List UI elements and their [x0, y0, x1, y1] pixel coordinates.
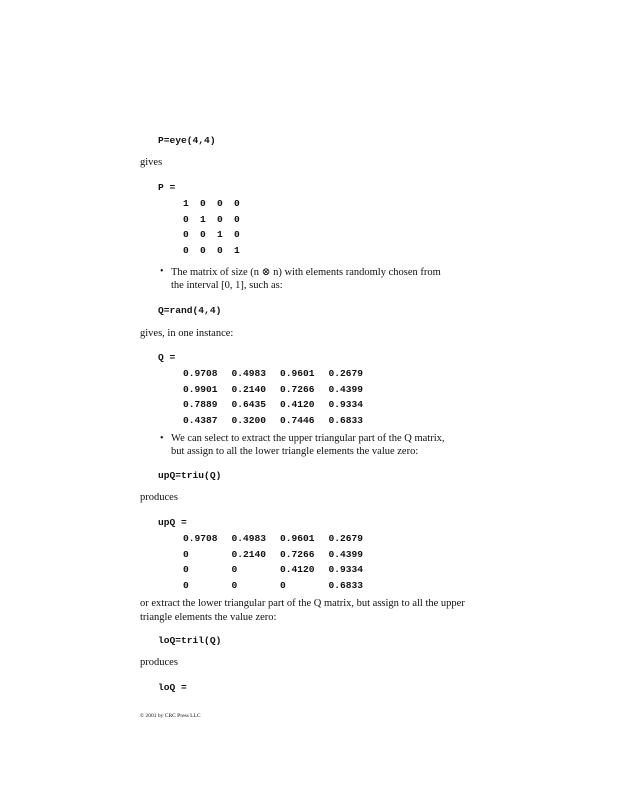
matrix-cell: 0.7266 — [280, 383, 315, 395]
text-gives: gives — [140, 157, 163, 168]
label-upq: upQ = — [158, 517, 187, 528]
matrix-cell: 0.9334 — [328, 399, 364, 410]
matrix-cell: 0.9601 — [280, 368, 315, 379]
matrix-row — [183, 564, 377, 576]
matrix-row — [183, 415, 377, 427]
matrix-cell: 0.4399 — [328, 548, 364, 560]
matrix-row — [183, 384, 377, 396]
bullet-1-line-1 — [171, 266, 441, 278]
label-q: Q = — [158, 352, 176, 363]
matrix-row — [183, 245, 251, 257]
matrix-cell: 0 — [183, 244, 189, 256]
matrix-row — [183, 229, 251, 241]
code-tril: loQ=tril(Q) — [158, 635, 222, 646]
matrix-cell: 0.2679 — [328, 368, 364, 379]
para-lower-line-2: triangle elements the value zero: — [140, 612, 277, 623]
matrix-row — [183, 399, 377, 411]
bullet-1-line-2: the interval [0, 1], such as: — [171, 280, 283, 291]
bullet-2-line-2: but assign to all the lower triangle elements the value zero: — [171, 446, 419, 457]
matrix-cell: 0.9901 — [183, 383, 218, 395]
matrix-cell: 0 — [183, 564, 189, 575]
matrix-cell: 0 — [280, 579, 286, 591]
matrix-cell: 0 — [217, 244, 223, 256]
matrix-cell: 0.4983 — [231, 368, 267, 379]
matrix-cell: 0.9334 — [328, 564, 364, 575]
matrix-cell: 0 — [183, 548, 189, 560]
matrix-cell: 0.3200 — [231, 414, 267, 426]
matrix-row — [183, 368, 377, 380]
matrix-cell: 0 — [200, 198, 206, 209]
bullet-dot: • — [160, 433, 164, 444]
matrix-cell: 0.6833 — [328, 414, 364, 426]
label-p: P = — [158, 182, 176, 193]
matrix-cell: 0 — [234, 198, 240, 209]
code-eye: P=eye(4,4) — [158, 135, 216, 146]
matrix-cell: 0.7889 — [183, 399, 218, 410]
text-produces: produces — [140, 657, 178, 668]
matrix-cell: 0.4120 — [280, 564, 315, 575]
matrix-cell: 0.9601 — [280, 533, 315, 544]
matrix-cell: 0 — [200, 244, 206, 256]
matrix-cell: 0.4983 — [231, 533, 267, 544]
matrix-cell: 0.6833 — [328, 579, 364, 591]
matrix-cell: 0.7266 — [280, 548, 315, 560]
matrix-cell: 0 — [183, 229, 189, 240]
matrix-cell: 0.9708 — [183, 533, 218, 544]
matrix-cell: 1 — [217, 229, 223, 240]
code-rand: Q=rand(4,4) — [158, 305, 222, 316]
matrix-row — [183, 580, 377, 592]
matrix-cell: 0.6435 — [231, 399, 267, 410]
text-produces: produces — [140, 492, 178, 503]
matrix-cell: 0 — [231, 564, 238, 575]
matrix-row — [183, 198, 251, 210]
matrix-cell: 0 — [231, 579, 238, 591]
matrix-cell: 0 — [200, 229, 206, 240]
matrix-cell: 0 — [217, 198, 223, 209]
footer-copyright: © 2001 by CRC Press LLC — [140, 713, 201, 719]
text-gives-instance: gives, in one instance: — [140, 328, 234, 339]
matrix-cell: 0 — [183, 213, 189, 225]
matrix-cell: 0 — [234, 213, 240, 225]
code-triu: upQ=triu(Q) — [158, 470, 222, 481]
matrix-row — [183, 549, 377, 561]
label-loq: loQ = — [158, 682, 187, 693]
bullet-2-line-1: We can select to extract the upper triangular part of the Q matrix, — [171, 433, 445, 444]
matrix-cell: 0 — [183, 579, 189, 591]
bullet-1-text: The matrix of size (n ⊗ n) with elements randomly chosen from — [171, 267, 441, 278]
matrix-cell: 0.4399 — [328, 383, 364, 395]
matrix-cell: 1 — [234, 244, 240, 256]
matrix-cell: 0.4387 — [183, 414, 218, 426]
matrix-cell: 0 — [217, 213, 223, 225]
matrix-cell: 0.2679 — [328, 533, 364, 544]
matrix-cell: 0.7446 — [280, 414, 315, 426]
matrix-cell: 1 — [183, 198, 189, 209]
para-lower-line-1: or extract the lower triangular part of the Q matrix, but assign to all the upper — [140, 598, 465, 609]
matrix-cell: 0.2140 — [231, 383, 267, 395]
matrix-row — [183, 533, 377, 545]
matrix-row — [183, 214, 251, 226]
matrix-cell: 0.9708 — [183, 368, 218, 379]
matrix-cell: 1 — [200, 213, 206, 225]
matrix-cell: 0.4120 — [280, 399, 315, 410]
matrix-cell: 0 — [234, 229, 240, 240]
matrix-cell: 0.2140 — [231, 548, 267, 560]
bullet-dot: • — [160, 266, 164, 277]
